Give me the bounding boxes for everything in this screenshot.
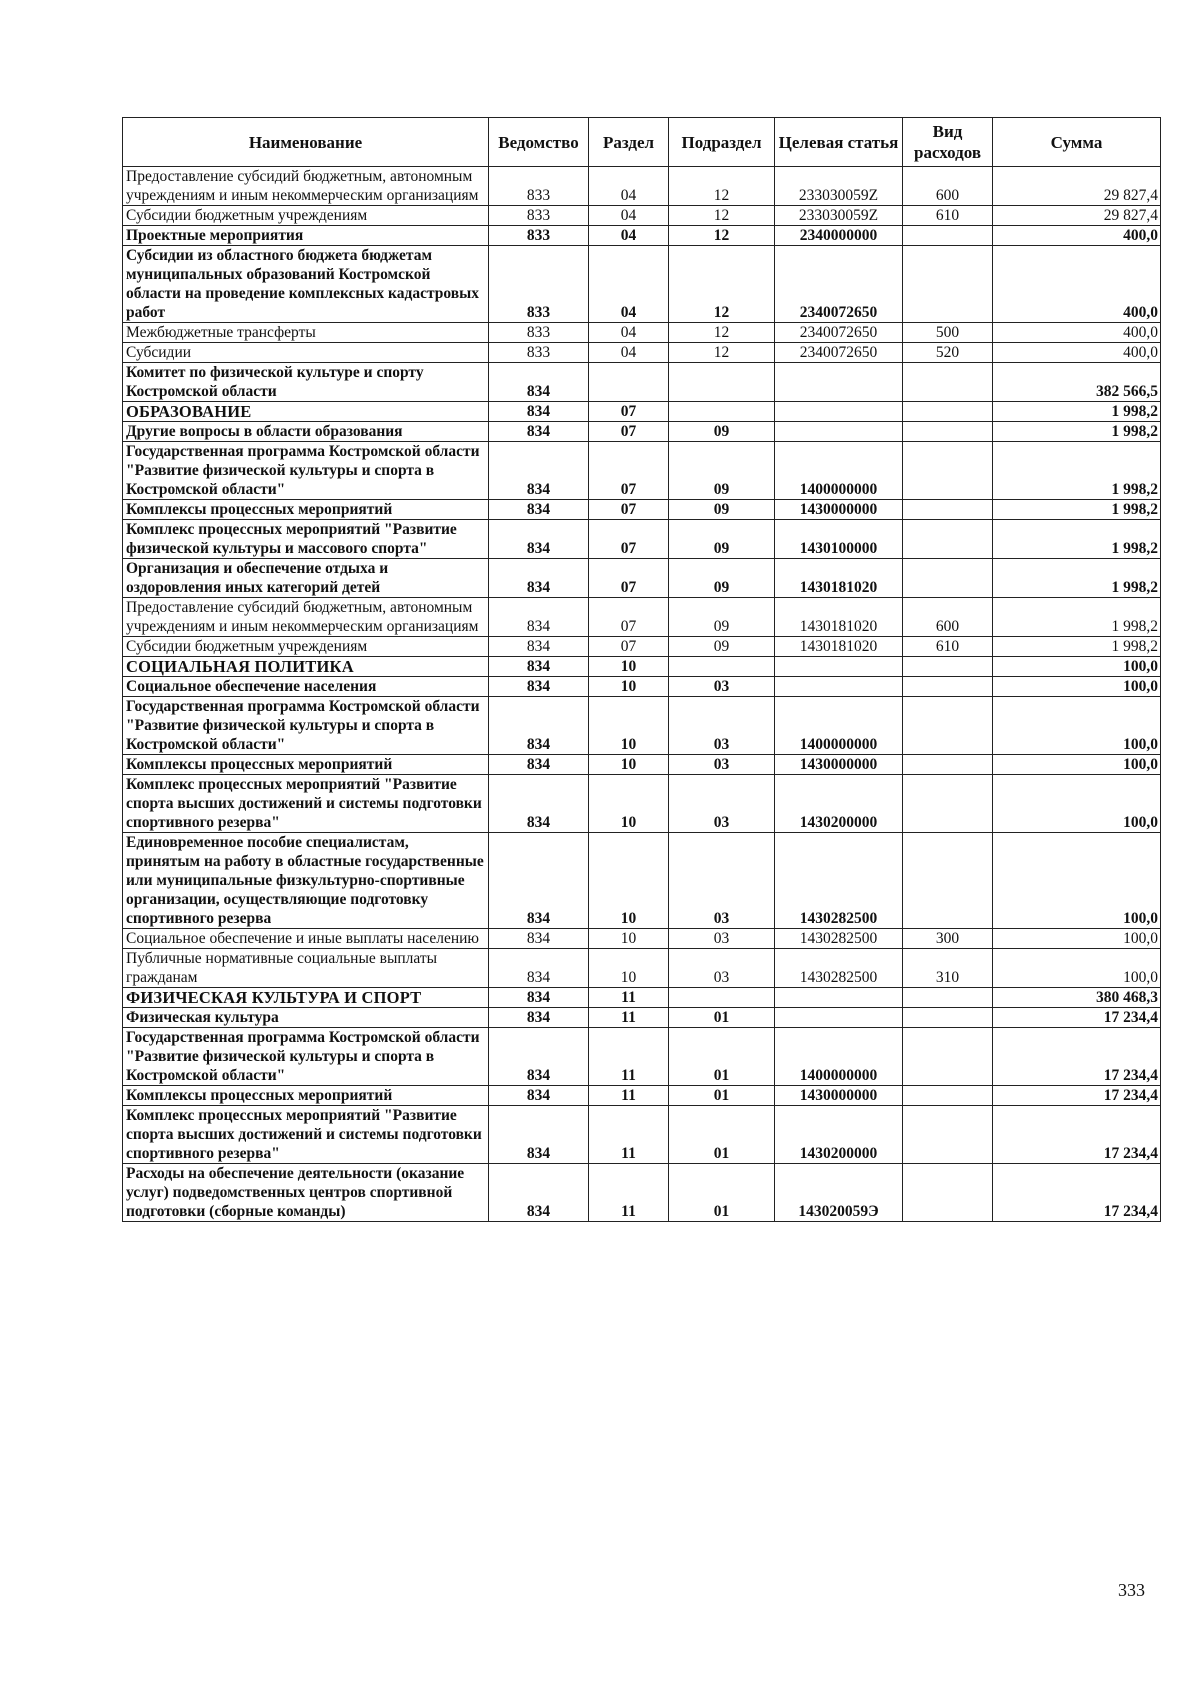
table-row <box>123 246 1161 323</box>
cell-summa: 1 998,2 <box>993 520 1161 559</box>
cell-razdel: 10 <box>589 929 669 949</box>
cell-summa: 29 827,4 <box>993 167 1161 206</box>
cell-summa: 17 234,4 <box>993 1028 1161 1086</box>
cell-vid-rashodov: 520 <box>903 343 993 363</box>
cell-vid-rashodov <box>903 677 993 697</box>
cell-podrazdel: 09 <box>669 500 775 520</box>
header-razdel: Раздел <box>589 118 669 167</box>
cell-vid-rashodov <box>903 363 993 402</box>
cell-name: Публичные нормативные социальные выплаты гражданам <box>123 949 489 988</box>
cell-vid-rashodov <box>903 833 993 929</box>
cell-podrazdel <box>669 988 775 1008</box>
cell-vid-rashodov <box>903 775 993 833</box>
header-name: Наименование <box>123 118 489 167</box>
cell-podrazdel: 01 <box>669 1028 775 1086</box>
table-row <box>123 755 1161 775</box>
cell-razdel: 04 <box>589 206 669 226</box>
cell-vedomstvo: 833 <box>489 246 589 323</box>
cell-vedomstvo: 833 <box>489 167 589 206</box>
cell-celevaya-statya: 143020059Э <box>775 1164 903 1222</box>
cell-podrazdel: 03 <box>669 929 775 949</box>
cell-vid-rashodov <box>903 520 993 559</box>
header-row <box>123 118 1161 167</box>
cell-name: Физическая культура <box>123 1008 489 1028</box>
cell-podrazdel: 03 <box>669 755 775 775</box>
cell-vid-rashodov: 610 <box>903 206 993 226</box>
cell-celevaya-statya: 233030059Z <box>775 206 903 226</box>
header-vedomstvo: Ведомство <box>489 118 589 167</box>
cell-podrazdel: 12 <box>669 226 775 246</box>
cell-podrazdel: 09 <box>669 598 775 637</box>
cell-vid-rashodov <box>903 657 993 677</box>
cell-name: Расходы на обеспечение деятельности (оказание услуг) подведомственных центров спортивной подготовки (сборные команды) <box>123 1164 489 1222</box>
table-row <box>123 422 1161 442</box>
cell-celevaya-statya: 1430282500 <box>775 833 903 929</box>
cell-razdel: 07 <box>589 598 669 637</box>
table-row <box>123 500 1161 520</box>
cell-podrazdel: 12 <box>669 206 775 226</box>
cell-vedomstvo: 834 <box>489 1164 589 1222</box>
cell-vid-rashodov: 600 <box>903 167 993 206</box>
cell-summa: 400,0 <box>993 246 1161 323</box>
table-row <box>123 637 1161 657</box>
table-row <box>123 363 1161 402</box>
cell-podrazdel: 09 <box>669 422 775 442</box>
cell-summa: 17 234,4 <box>993 1164 1161 1222</box>
cell-podrazdel: 12 <box>669 167 775 206</box>
cell-podrazdel <box>669 402 775 422</box>
cell-podrazdel: 01 <box>669 1086 775 1106</box>
cell-razdel: 11 <box>589 1008 669 1028</box>
cell-vid-rashodov <box>903 559 993 598</box>
cell-summa: 380 468,3 <box>993 988 1161 1008</box>
budget-table <box>122 117 1161 1222</box>
cell-podrazdel: 03 <box>669 775 775 833</box>
cell-summa: 382 566,5 <box>993 363 1161 402</box>
header-summa: Сумма <box>993 118 1161 167</box>
table-row <box>123 1086 1161 1106</box>
cell-podrazdel: 09 <box>669 520 775 559</box>
cell-summa: 100,0 <box>993 929 1161 949</box>
cell-podrazdel: 09 <box>669 637 775 657</box>
cell-name: Социальное обеспечение и иные выплаты населению <box>123 929 489 949</box>
cell-celevaya-statya <box>775 1008 903 1028</box>
cell-vid-rashodov <box>903 1164 993 1222</box>
cell-summa: 1 998,2 <box>993 402 1161 422</box>
table-row <box>123 442 1161 500</box>
table-row <box>123 949 1161 988</box>
cell-name: Комплекс процессных мероприятий "Развитие спорта высших достижений и системы подготовки спортивного резерва" <box>123 1106 489 1164</box>
cell-podrazdel: 12 <box>669 323 775 343</box>
cell-vid-rashodov <box>903 1106 993 1164</box>
cell-razdel: 11 <box>589 1164 669 1222</box>
cell-celevaya-statya <box>775 422 903 442</box>
cell-vedomstvo: 834 <box>489 775 589 833</box>
cell-vid-rashodov <box>903 500 993 520</box>
cell-podrazdel: 01 <box>669 1008 775 1028</box>
cell-summa: 100,0 <box>993 755 1161 775</box>
cell-vedomstvo: 834 <box>489 988 589 1008</box>
cell-vid-rashodov: 500 <box>903 323 993 343</box>
cell-razdel: 07 <box>589 422 669 442</box>
cell-summa: 400,0 <box>993 343 1161 363</box>
cell-summa: 1 998,2 <box>993 422 1161 442</box>
cell-celevaya-statya: 1430181020 <box>775 559 903 598</box>
cell-name: Субсидии <box>123 343 489 363</box>
cell-summa: 29 827,4 <box>993 206 1161 226</box>
cell-name: Проектные мероприятия <box>123 226 489 246</box>
cell-celevaya-statya: 1430000000 <box>775 500 903 520</box>
cell-vedomstvo: 834 <box>489 833 589 929</box>
cell-name: Комплекс процессных мероприятий "Развитие физической культуры и массового спорта" <box>123 520 489 559</box>
cell-vedomstvo: 833 <box>489 343 589 363</box>
table-row <box>123 657 1161 677</box>
table-row <box>123 697 1161 755</box>
header-celevaya-statya: Целевая статья <box>775 118 903 167</box>
cell-celevaya-statya: 1430282500 <box>775 949 903 988</box>
table-row <box>123 677 1161 697</box>
cell-celevaya-statya: 1430181020 <box>775 598 903 637</box>
cell-celevaya-statya: 1430100000 <box>775 520 903 559</box>
cell-vedomstvo: 834 <box>489 402 589 422</box>
table-row <box>123 1106 1161 1164</box>
cell-razdel: 10 <box>589 755 669 775</box>
cell-vedomstvo: 834 <box>489 755 589 775</box>
cell-celevaya-statya: 1400000000 <box>775 697 903 755</box>
cell-celevaya-statya: 1430200000 <box>775 1106 903 1164</box>
cell-name: Комплексы процессных мероприятий <box>123 500 489 520</box>
cell-vedomstvo: 833 <box>489 226 589 246</box>
cell-vedomstvo: 834 <box>489 598 589 637</box>
table-body <box>123 167 1161 1222</box>
cell-celevaya-statya: 233030059Z <box>775 167 903 206</box>
cell-summa: 1 998,2 <box>993 637 1161 657</box>
table-row <box>123 1164 1161 1222</box>
cell-vid-rashodov <box>903 402 993 422</box>
cell-summa: 100,0 <box>993 657 1161 677</box>
cell-celevaya-statya <box>775 657 903 677</box>
cell-razdel: 04 <box>589 167 669 206</box>
cell-vid-rashodov: 310 <box>903 949 993 988</box>
table-row <box>123 1008 1161 1028</box>
cell-name: Социальное обеспечение населения <box>123 677 489 697</box>
cell-razdel: 10 <box>589 949 669 988</box>
cell-celevaya-statya: 1430000000 <box>775 755 903 775</box>
cell-vedomstvo: 834 <box>489 500 589 520</box>
cell-razdel: 10 <box>589 657 669 677</box>
cell-name: Государственная программа Костромской области "Развитие физической культуры и спорта в Костромской области" <box>123 442 489 500</box>
table-row <box>123 988 1161 1008</box>
cell-razdel: 11 <box>589 1106 669 1164</box>
cell-celevaya-statya: 2340000000 <box>775 226 903 246</box>
cell-celevaya-statya: 1430000000 <box>775 1086 903 1106</box>
cell-celevaya-statya: 1430181020 <box>775 637 903 657</box>
cell-celevaya-statya: 1400000000 <box>775 442 903 500</box>
cell-name: Предоставление субсидий бюджетным, автономным учреждениям и иным некоммерческим организациям <box>123 598 489 637</box>
cell-razdel: 04 <box>589 323 669 343</box>
cell-summa: 17 234,4 <box>993 1086 1161 1106</box>
cell-vedomstvo: 834 <box>489 677 589 697</box>
cell-podrazdel: 09 <box>669 442 775 500</box>
cell-celevaya-statya: 1430282500 <box>775 929 903 949</box>
cell-razdel: 07 <box>589 520 669 559</box>
cell-name: Межбюджетные трансферты <box>123 323 489 343</box>
cell-razdel <box>589 363 669 402</box>
cell-vedomstvo: 834 <box>489 929 589 949</box>
cell-vid-rashodov <box>903 697 993 755</box>
cell-vid-rashodov: 300 <box>903 929 993 949</box>
cell-name: Предоставление субсидий бюджетным, автономным учреждениям и иным некоммерческим организациям <box>123 167 489 206</box>
cell-razdel: 11 <box>589 1086 669 1106</box>
cell-razdel: 04 <box>589 246 669 323</box>
cell-vedomstvo: 834 <box>489 363 589 402</box>
cell-name: ОБРАЗОВАНИЕ <box>123 402 489 422</box>
cell-vedomstvo: 834 <box>489 1106 589 1164</box>
cell-vedomstvo: 834 <box>489 1086 589 1106</box>
table-row <box>123 402 1161 422</box>
cell-podrazdel: 09 <box>669 559 775 598</box>
cell-razdel: 07 <box>589 559 669 598</box>
cell-razdel: 10 <box>589 775 669 833</box>
cell-summa: 100,0 <box>993 697 1161 755</box>
cell-celevaya-statya <box>775 363 903 402</box>
cell-vedomstvo: 833 <box>489 323 589 343</box>
cell-podrazdel: 01 <box>669 1164 775 1222</box>
cell-razdel: 04 <box>589 226 669 246</box>
cell-name: Комплексы процессных мероприятий <box>123 755 489 775</box>
cell-vedomstvo: 834 <box>489 949 589 988</box>
table-row <box>123 1028 1161 1086</box>
cell-vedomstvo: 834 <box>489 422 589 442</box>
cell-vedomstvo: 833 <box>489 206 589 226</box>
cell-razdel: 11 <box>589 988 669 1008</box>
cell-vedomstvo: 834 <box>489 559 589 598</box>
cell-vid-rashodov <box>903 246 993 323</box>
header-podrazdel: Подраздел <box>669 118 775 167</box>
cell-podrazdel <box>669 657 775 677</box>
cell-celevaya-statya <box>775 988 903 1008</box>
cell-vid-rashodov <box>903 1008 993 1028</box>
cell-name: Комплексы процессных мероприятий <box>123 1086 489 1106</box>
table-row <box>123 559 1161 598</box>
cell-podrazdel: 03 <box>669 677 775 697</box>
cell-summa: 100,0 <box>993 775 1161 833</box>
cell-celevaya-statya: 2340072650 <box>775 343 903 363</box>
cell-celevaya-statya: 1400000000 <box>775 1028 903 1086</box>
cell-name: Государственная программа Костромской области "Развитие физической культуры и спорта в Костромской области" <box>123 697 489 755</box>
cell-summa: 1 998,2 <box>993 598 1161 637</box>
cell-name: Субсидии из областного бюджета бюджетам муниципальных образований Костромской области на проведение комплексных кадастровых работ <box>123 246 489 323</box>
cell-name: Комплекс процессных мероприятий "Развитие спорта высших достижений и системы подготовки спортивного резерва" <box>123 775 489 833</box>
cell-name: Другие вопросы в области образования <box>123 422 489 442</box>
cell-name: Организация и обеспечение отдыха и оздоровления иных категорий детей <box>123 559 489 598</box>
cell-summa: 400,0 <box>993 226 1161 246</box>
cell-razdel: 07 <box>589 500 669 520</box>
cell-podrazdel: 12 <box>669 246 775 323</box>
table-row <box>123 775 1161 833</box>
cell-summa: 400,0 <box>993 323 1161 343</box>
cell-razdel: 10 <box>589 833 669 929</box>
cell-vedomstvo: 834 <box>489 637 589 657</box>
cell-name: Комитет по физической культуре и спорту Костромской области <box>123 363 489 402</box>
cell-vedomstvo: 834 <box>489 1028 589 1086</box>
cell-summa: 100,0 <box>993 677 1161 697</box>
cell-vedomstvo: 834 <box>489 442 589 500</box>
cell-vid-rashodov: 600 <box>903 598 993 637</box>
table-row <box>123 323 1161 343</box>
cell-vid-rashodov <box>903 755 993 775</box>
cell-summa: 17 234,4 <box>993 1106 1161 1164</box>
cell-razdel: 07 <box>589 637 669 657</box>
cell-vid-rashodov <box>903 1086 993 1106</box>
cell-summa: 100,0 <box>993 949 1161 988</box>
cell-podrazdel: 12 <box>669 343 775 363</box>
cell-summa: 1 998,2 <box>993 442 1161 500</box>
cell-celevaya-statya: 2340072650 <box>775 246 903 323</box>
table-row <box>123 167 1161 206</box>
table-row <box>123 226 1161 246</box>
table-row <box>123 598 1161 637</box>
table-row <box>123 833 1161 929</box>
table-row <box>123 520 1161 559</box>
cell-celevaya-statya <box>775 402 903 422</box>
cell-vedomstvo: 834 <box>489 697 589 755</box>
cell-celevaya-statya: 1430200000 <box>775 775 903 833</box>
cell-celevaya-statya <box>775 677 903 697</box>
cell-razdel: 07 <box>589 402 669 422</box>
table-row <box>123 929 1161 949</box>
cell-vid-rashodov <box>903 442 993 500</box>
cell-vid-rashodov <box>903 226 993 246</box>
header-vid-rashodov: Вид расходов <box>903 118 993 167</box>
cell-razdel: 11 <box>589 1028 669 1086</box>
cell-summa: 1 998,2 <box>993 500 1161 520</box>
table-row <box>123 206 1161 226</box>
cell-podrazdel: 03 <box>669 833 775 929</box>
cell-summa: 1 998,2 <box>993 559 1161 598</box>
cell-name: Единовременное пособие специалистам, принятым на работу в областные государственные или муниципальные физкультурно-спортивные организации, осуществляющие подготовку спортивного резерва <box>123 833 489 929</box>
cell-podrazdel: 03 <box>669 949 775 988</box>
cell-podrazdel: 03 <box>669 697 775 755</box>
cell-name: Субсидии бюджетным учреждениям <box>123 637 489 657</box>
cell-podrazdel <box>669 363 775 402</box>
cell-summa: 17 234,4 <box>993 1008 1161 1028</box>
cell-vid-rashodov: 610 <box>903 637 993 657</box>
cell-razdel: 10 <box>589 697 669 755</box>
table-row <box>123 343 1161 363</box>
cell-name: Государственная программа Костромской области "Развитие физической культуры и спорта в Костромской области" <box>123 1028 489 1086</box>
cell-vid-rashodov <box>903 422 993 442</box>
cell-podrazdel: 01 <box>669 1106 775 1164</box>
cell-name: СОЦИАЛЬНАЯ ПОЛИТИКА <box>123 657 489 677</box>
cell-vedomstvo: 834 <box>489 1008 589 1028</box>
cell-vedomstvo: 834 <box>489 520 589 559</box>
cell-name: ФИЗИЧЕСКАЯ КУЛЬТУРА И СПОРТ <box>123 988 489 1008</box>
cell-razdel: 04 <box>589 343 669 363</box>
cell-razdel: 07 <box>589 442 669 500</box>
cell-summa: 100,0 <box>993 833 1161 929</box>
cell-celevaya-statya: 2340072650 <box>775 323 903 343</box>
cell-vedomstvo: 834 <box>489 657 589 677</box>
page-number: 333 <box>1118 1580 1145 1600</box>
cell-vid-rashodov <box>903 988 993 1008</box>
cell-razdel: 10 <box>589 677 669 697</box>
cell-vid-rashodov <box>903 1028 993 1086</box>
cell-name: Субсидии бюджетным учреждениям <box>123 206 489 226</box>
